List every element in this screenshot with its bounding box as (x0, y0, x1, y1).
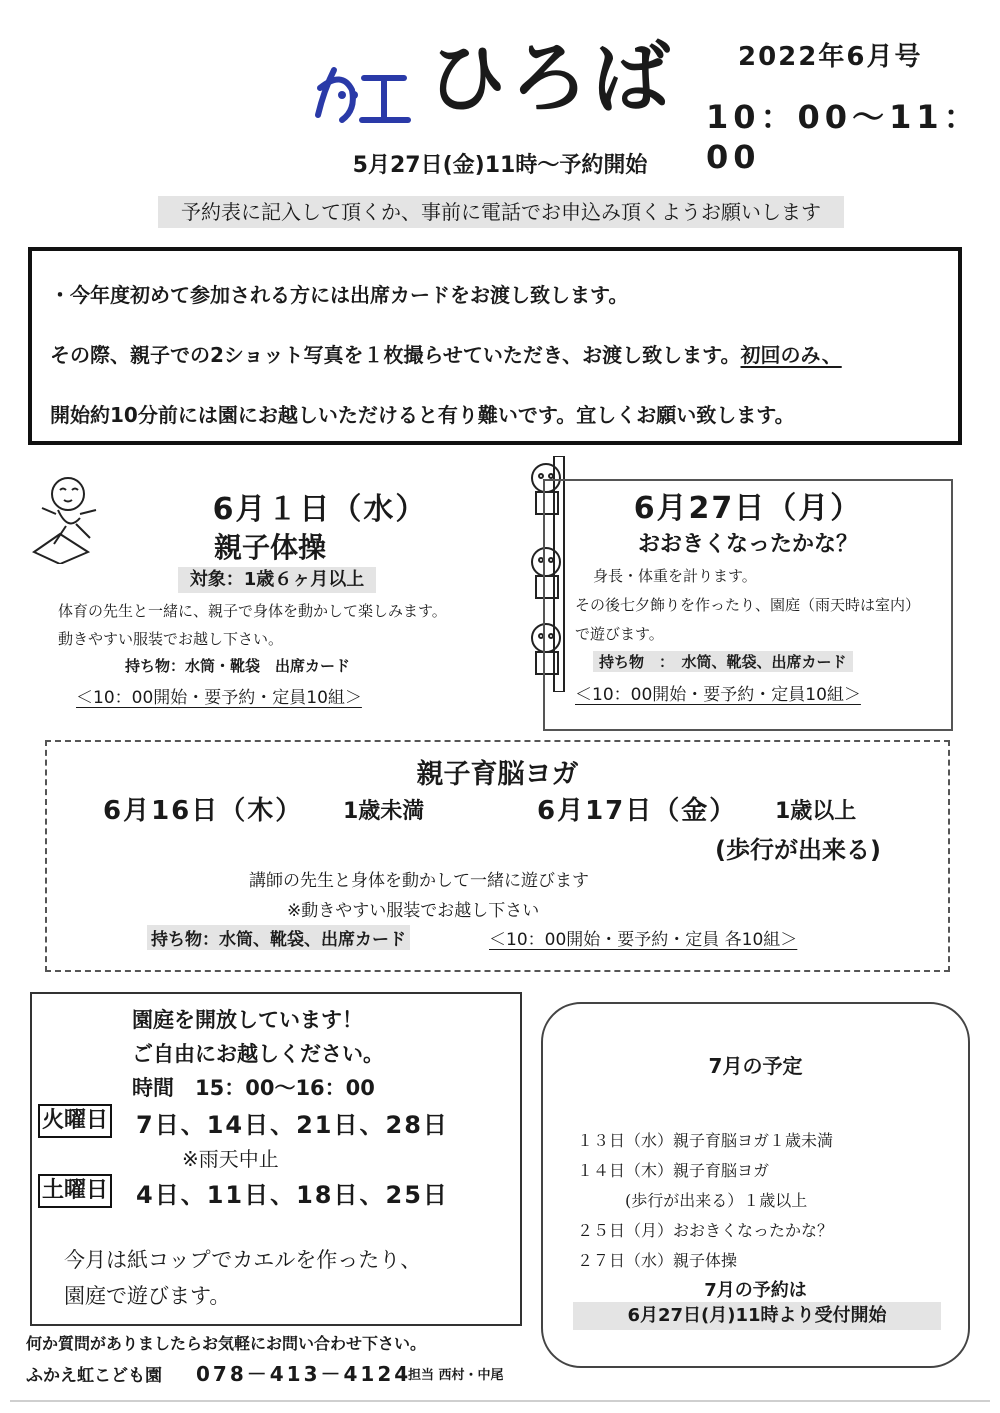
footer-question: 何か質問がありましたらお気軽にお問い合わせ下さい。 (26, 1334, 427, 1353)
july-item: １４日（木）親子育脳ヨガ (577, 1161, 770, 1180)
event1-target: 対象：1歳６ヶ月以上 (178, 567, 376, 593)
event2-desc-1: 身長・体重を計ります。 (593, 567, 757, 585)
yoga-age-1: 1歳未満 (343, 799, 425, 824)
event2-desc-3: で遊びます。 (575, 625, 664, 643)
tuesday-label: 火曜日 (38, 1104, 112, 1138)
event-ookiku-natta-kana (543, 479, 953, 731)
yoga-desc-2: ※動きやすい服装でお越し下さい (287, 901, 540, 921)
notice-line-1: ・今年度初めて参加される方には出席カードをお渡し致します。 (50, 283, 629, 307)
july-schedule-box (541, 1002, 970, 1368)
child-exercise-illustration (30, 472, 114, 564)
saturday-label: 土曜日 (38, 1174, 112, 1208)
saturday-dates: 4日、11日、18日、25日 (136, 1181, 449, 1209)
july-list (577, 1126, 833, 1276)
newsletter-title: ひろば (428, 34, 675, 124)
garden-line-1: 園庭を開放しています！ (132, 1008, 363, 1032)
garden-line-2: ご自由にお越しください。 (132, 1042, 384, 1066)
event2-name: おおきくなったかな？ (637, 532, 858, 557)
session-time: 10：00～11：00 (706, 98, 981, 176)
notice-line-2 (50, 339, 842, 368)
garden-open-box (30, 992, 522, 1326)
rain-note: ※雨天中止 (182, 1147, 279, 1171)
yoga-age-2: 1歳以上 (775, 799, 857, 824)
notice-line-2a: その際、親子での2ショット写真を１枚撮らせていただき、お渡し致します。 (50, 343, 741, 367)
footer-staff: 担当 西村・中尾 (408, 1368, 504, 1383)
bottom-divider (10, 1400, 990, 1402)
yoga-desc-1: 講師の先生と身体を動かして一緒に遊びます (249, 871, 589, 891)
garden-activity-2: 園庭で遊びます。 (64, 1284, 231, 1308)
event2-info: ＜10：00開始・要予約・定員10組＞ (575, 685, 861, 705)
yoga-info: ＜10：00開始・要予約・定員 各10組＞ (489, 930, 798, 950)
tuesday-dates: 7日、14日、21日、28日 (136, 1111, 449, 1139)
notice-line-3: 開始約10分前には園にお越しいただけると有り難いです。宜しくお願い致します。 (50, 403, 795, 427)
issue-month: 2022年6月号 (738, 42, 923, 72)
event1-desc-1: 体育の先生と一緒に、親子で身体を動かして楽しみます。 (58, 602, 447, 620)
yoga-items: 持ち物：水筒、靴袋、出席カード (147, 925, 410, 950)
july-reservation-date: 6月27日(月)11時より受付開始 (573, 1302, 941, 1330)
yoga-title: 親子育脳ヨガ (416, 759, 579, 790)
event2-date: 6月27日（月） (633, 491, 863, 526)
event1-desc-2: 動きやすい服装でお越し下さい。 (58, 630, 284, 648)
event1-items: 持ち物：水筒・靴袋 出席カード (125, 657, 351, 675)
reservation-start: 5月27日(金)11時～予約開始 (352, 153, 648, 178)
july-title: 7月の予定 (708, 1054, 803, 1078)
july-item: ２７日（水）親子体操 (577, 1251, 738, 1270)
july-item: (歩行が出来る）１歳以上 (577, 1191, 808, 1210)
yoga-date-2: 6月17日（金） (537, 796, 738, 826)
event2-items: 持ち物 ： 水筒、靴袋、出席カード (593, 651, 853, 672)
niji-logo (312, 60, 412, 130)
footer-phone: 078－413－4124 (196, 1362, 412, 1386)
first-time-only: 初回のみ、 (740, 343, 842, 367)
event1-date: 6月１日（水） (212, 492, 428, 527)
event1-info: ＜10：00開始・要予約・定員10組＞ (76, 688, 362, 708)
reservation-note: 予約表に記入して頂くか、事前に電話でお申込み頂くようお願いします (158, 196, 844, 228)
event2-desc-2: その後七夕飾りを作ったり、園庭（雨天時は室内） (575, 596, 921, 614)
event-oyako-yoga (45, 740, 950, 972)
yoga-date-1: 6月16日（木） (103, 796, 304, 826)
july-item: １３日（水）親子育脳ヨガ１歳未満 (577, 1131, 834, 1150)
july-item: ２５日（月）おおきくなったかな？ (577, 1221, 834, 1240)
event-oyako-taiso (30, 470, 515, 720)
garden-time: 時間 15：00～16：00 (132, 1076, 375, 1100)
july-reservation-title: 7月の予約は (704, 1280, 807, 1301)
footer-org: ふかえ虹こども園 (26, 1366, 162, 1386)
yoga-age-2-note: (歩行が出来る) (715, 836, 881, 864)
notice-box (28, 247, 962, 445)
event1-name: 親子体操 (213, 531, 326, 564)
garden-activity-1: 今月は紙コップでカエルを作ったり、 (64, 1248, 422, 1272)
